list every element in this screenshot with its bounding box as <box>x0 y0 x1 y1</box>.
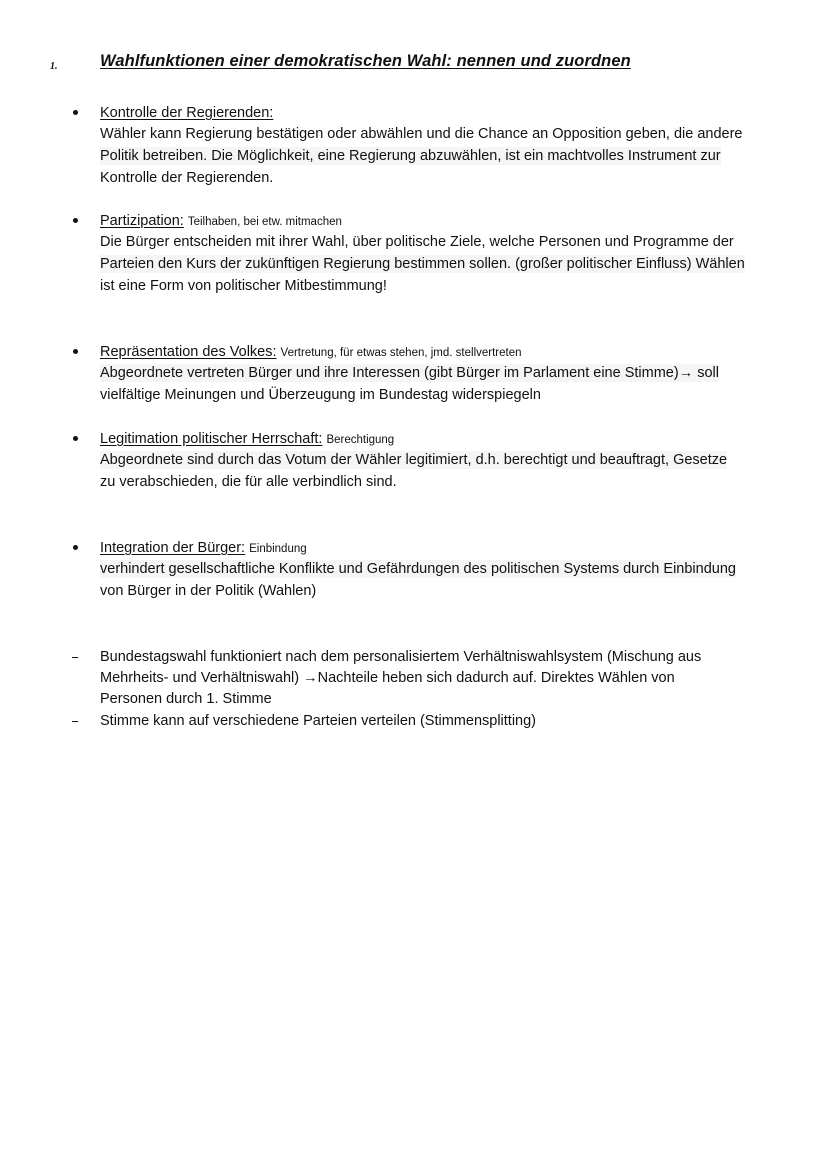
function-note: Teilhaben, bei etw. mitmachen <box>187 216 342 228</box>
dash-text-line: Stimme kann auf verschiedene Parteien verteilen (Stimmensplitting) <box>100 713 537 729</box>
function-title: Partizipation: Teilhaben, bei etw. mitmachen <box>100 213 342 229</box>
bullet-icon <box>73 545 78 550</box>
function-text-line: von Bürger in der Politik (Wahlen) <box>100 583 317 599</box>
function-title: Integration der Bürger: Einbindung <box>100 540 307 556</box>
dash-text-line: Mehrheits- und Verhältniswahl) →Nachteile heben sich dadurch auf. Direktes Wählen von <box>100 670 675 686</box>
function-title: Repräsentation des Volkes: Vertretung, für etwas stehen, jmd. stellvertreten <box>100 344 522 360</box>
function-text-line: Abgeordnete sind durch das Votum der Wähler legitimiert, d.h. berechtigt und beauftragt, Gesetze <box>100 452 728 468</box>
function-note: Berechtigung <box>326 434 395 446</box>
function-text-line: ist eine Form von politischer Mitbestimmung! <box>100 278 387 294</box>
function-text-line: Parteien den Kurs der zukünftigen Regierung bestimmen sollen. (großer politischer Einfluss) Wählen <box>100 256 745 272</box>
section-number: 1. <box>50 61 58 72</box>
bullet-icon <box>73 349 78 354</box>
function-note: Einbindung <box>249 543 307 555</box>
function-text-line: Abgeordnete vertreten Bürger und ihre Interessen (gibt Bürger im Parlament eine Stimme)→ soll <box>100 365 719 381</box>
function-text-line: Politik betreiben. Die Möglichkeit, eine Regierung abzuwählen, ist ein machtvolles Instrument zur <box>100 148 721 164</box>
function-title: Kontrolle der Regierenden: <box>100 105 274 121</box>
bullet-icon <box>73 110 78 115</box>
function-text-line: vielfältige Meinungen und Überzeugung im Bundestag widerspiegeln <box>100 387 541 403</box>
function-text-line: Kontrolle der Regierenden. <box>100 170 274 186</box>
section-title: Wahlfunktionen einer demokratischen Wahl: nennen und zuordnen <box>100 52 631 70</box>
bullet-icon <box>73 436 78 441</box>
bullet-icon <box>73 218 78 223</box>
function-text-line: zu verabschieden, die für alle verbindlich sind. <box>100 474 397 490</box>
function-text-line: verhindert gesellschaftliche Konflikte und Gefährdungen des politischen Systems durch Einbindung <box>100 561 736 577</box>
section-heading <box>0 52 828 78</box>
dash-icon <box>72 657 78 658</box>
function-note: Vertretung, für etwas stehen, jmd. stellvertreten <box>280 347 522 359</box>
function-title: Legitimation politischer Herrschaft: Berechtigung <box>100 431 395 447</box>
dash-icon <box>72 721 78 722</box>
dash-text-line: Personen durch 1. Stimme <box>100 691 272 707</box>
function-text-line: Wähler kann Regierung bestätigen oder abwählen und die Chance an Opposition geben, die andere <box>100 126 743 142</box>
function-text-line: Die Bürger entscheiden mit ihrer Wahl, über politische Ziele, welche Personen und Programme der <box>100 234 734 250</box>
dash-text-line: Bundestagswahl funktioniert nach dem personalisiertem Verhältniswahlsystem (Mischung aus <box>100 649 702 665</box>
